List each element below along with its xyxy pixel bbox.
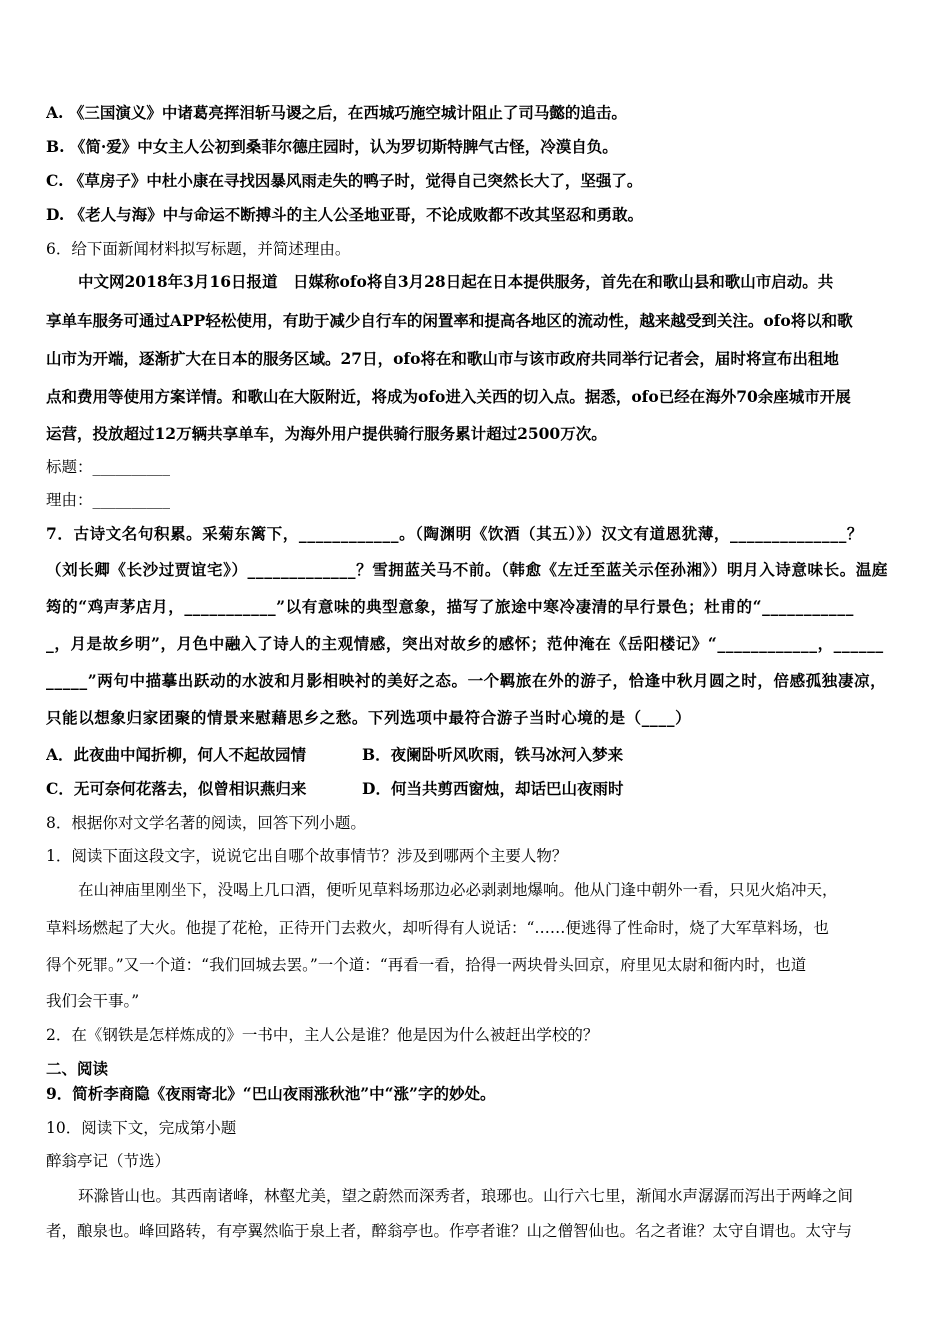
q7-option-d: D．何当共剪西窗烛，却话巴山夜雨时: [362, 779, 624, 798]
q6-material-line: 运营，投放超过12万辆共享单车，为海外用户提供骑行服务累计超过2500万次。: [46, 424, 607, 443]
q6-title-blank[interactable]: 标题：__________: [46, 458, 171, 476]
q7-line: 只能以想象归家团聚的情景来慰藉思乡之愁。下列选项中最符合游子当时心境的是（____）: [46, 708, 692, 727]
q5-option-c: C. 《草房子》中杜小康在寻找因暴风雨走失的鸭子时，觉得自己突然长大了，坚强了。: [46, 171, 643, 190]
q10-passage-line: 环滁皆山也。其西南诸峰，林壑尤美，望之蔚然而深秀者，琅琊也。山行六七里，渐闻水声潺潺而泻出于两峰之间: [78, 1187, 854, 1205]
q8-passage-line: 草料场燃起了大火。他提了花枪，正待开门去救火，却听得有人说话：“……便逃得了性命时，烧了大军草料场，也: [46, 919, 829, 937]
q7-option-c: C．无可奈何花落去，似曾相识燕归来: [46, 779, 307, 798]
q6-material-line: 山市为开端，逐渐扩大在日本的服务区域。27日，ofo将在和歌山市与该市政府共同举行记者会，届时将宣布出租地: [46, 349, 839, 368]
q5-option-a: A. 《三国演义》中诸葛亮挥泪斩马谡之后，在西城巧施空城计阻止了司马懿的追击。: [46, 103, 627, 122]
q10-passage-title: 醉翁亭记（节选）: [46, 1152, 171, 1170]
q7-option-a: A．此夜曲中闻折柳，何人不起故园情: [46, 745, 307, 764]
q8-sub2: 2．在《钢铁是怎样炼成的》一书中，主人公是谁？他是因为什么被赶出学校的？: [46, 1026, 599, 1044]
q6-material-line: 点和费用等使用方案详情。和歌山在大阪附近，将成为ofo进入关西的切入点。据悉，ofo已经在海外70余座城市开展: [46, 387, 851, 406]
q8-passage-line: 得个死罪。”又一个道：“我们回城去罢。”一个道：“再看一看，拾得一两块骨头回京，府里见太尉和衙内时，也道: [46, 956, 807, 974]
section-heading: 二、阅读: [46, 1059, 109, 1078]
q10-passage-line: 者，酿泉也。峰回路转，有亭翼然临于泉上者，醉翁亭也。作亭者谁？山之僧智仙也。名之者谁？太守自谓也。太守与: [46, 1222, 853, 1240]
q7-line: 筠的“鸡声茅店月，___________”以有意味的典型意象，描写了旅途中寒冷凄清的早行景色；杜甫的“___________: [46, 597, 854, 616]
q6-reason-blank[interactable]: 理由：__________: [46, 491, 171, 509]
q5-option-b: B. 《简·爱》中女主人公初到桑菲尔德庄园时，认为罗切斯特脾气古怪，冷漠自负。: [46, 137, 618, 156]
q7-line: _，月是故乡明”，月色中融入了诗人的主观情感，突出对故乡的感怀；范仲淹在《岳阳楼记》“____________，______: [46, 634, 884, 653]
q5-option-d: D. 《老人与海》中与命运不断搏斗的主人公圣地亚哥，不论成败都不改其坚忍和勇敢。: [46, 205, 644, 224]
q7-line: _____”两句中描摹出跃动的水波和月影相映衬的美好之态。一个羁旅在外的游子，恰逢中秋月圆之时，倍感孤独凄凉，: [46, 671, 887, 690]
q6-prompt: 6．给下面新闻材料拟写标题，并简述理由。: [46, 240, 351, 258]
q8-prompt: 8．根据你对文学名著的阅读，回答下列小题。: [46, 814, 366, 832]
q7-line: （刘长卿《长沙过贾谊宅》）_____________？雪拥蓝关马不前。（韩愈《左迁至蓝关示侄孙湘》）明月入诗意味长。温庭: [46, 560, 889, 579]
q8-sub1: 1．阅读下面这段文字，说说它出自哪个故事情节？涉及到哪两个主要人物？: [46, 847, 568, 865]
q7-option-b: B．夜阑卧听风吹雨，铁马冰河入梦来: [362, 745, 624, 764]
q8-passage-line: 我们会干事。”: [46, 992, 140, 1010]
q6-material-line: 享单车服务可通过APP轻松使用，有助于减少自行车的闲置率和提高各地区的流动性，越来越受到关注。ofo将以和歌: [46, 311, 853, 330]
q6-material-line: 中文网2018年3月16日报道 日媒称ofo将自3月28日起在日本提供服务，首先在和歌山县和歌山市启动。共: [78, 272, 834, 291]
q9-prompt: 9．简析李商隐《夜雨寄北》“巴山夜雨涨秋池”中“涨”字的妙处。: [46, 1084, 496, 1103]
q8-passage-line: 在山神庙里刚坐下，没喝上几口酒，便听见草料场那边必必剥剥地爆响。他从门逢中朝外一看，只见火焰冲天，: [78, 881, 838, 899]
q7-line: 7．古诗文名句积累。采菊东篱下，____________。（陶渊明《饮酒（其五）》）汉文有道恩犹薄，______________？: [46, 524, 864, 543]
q10-prompt: 10．阅读下文，完成第小题: [46, 1119, 237, 1137]
